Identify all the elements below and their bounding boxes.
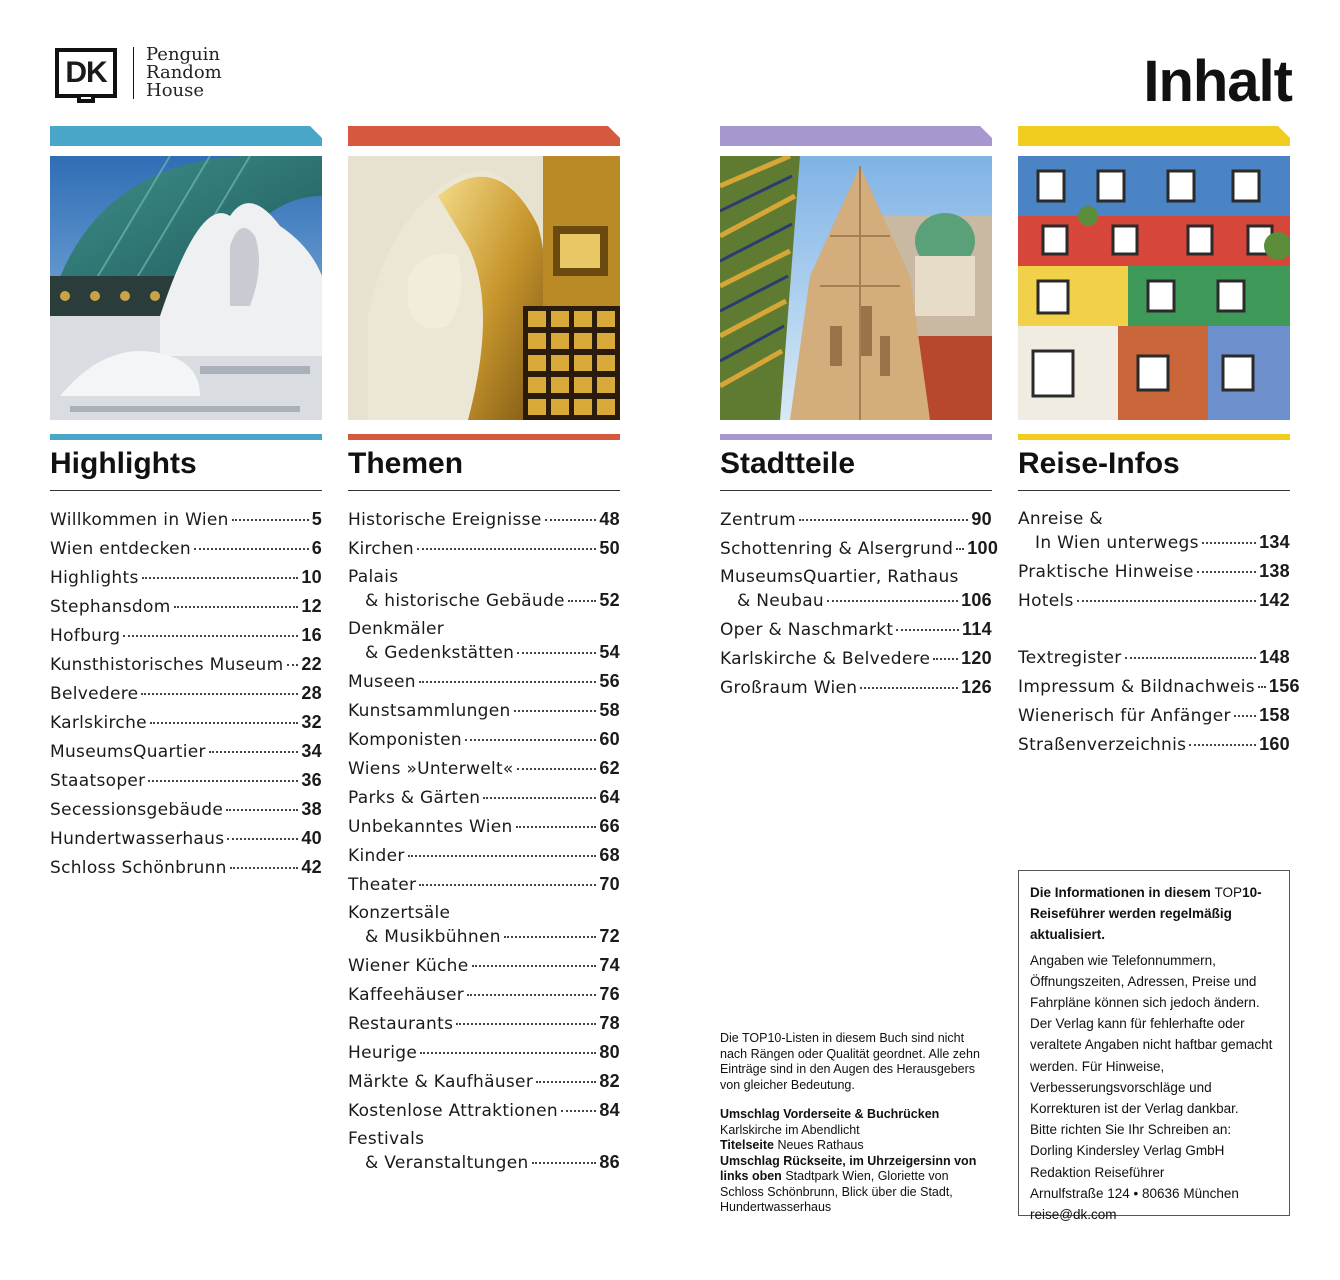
toc-page-number: 28 [301,683,322,703]
dot-leader [896,629,959,631]
toc-page-number: 52 [599,590,620,610]
toc-entry[interactable] [50,766,322,795]
toc-page-number: 86 [599,1152,620,1172]
dot-leader [227,838,298,840]
toc-page-number: 90 [971,509,992,529]
toc-entry-title: Praktische Hinweise [1018,562,1194,582]
toc-entry-title: Kinder [348,846,405,866]
toc-page-number: 80 [599,1042,620,1062]
toc-page-number: 78 [599,1013,620,1033]
info-email[interactable]: reise@dk.com [1030,1207,1117,1223]
dot-leader [483,797,596,799]
toc-entry[interactable] [348,841,620,870]
section-tab [1018,126,1290,146]
toc-entry[interactable] [348,563,620,615]
dot-leader [226,809,298,811]
toc-entry-title: Theater [348,875,417,895]
toc-list [50,505,322,882]
toc-entry[interactable] [348,667,620,696]
dot-leader [516,826,597,828]
toc-entry-title: Hotels [1018,591,1074,611]
toc-page-number: 84 [599,1100,620,1120]
toc-page-number: 62 [599,758,620,778]
toc-entry-title: MuseumsQuartier, Rathaus [720,567,959,587]
toc-entry-title: Highlights [50,568,139,588]
dot-leader [860,687,958,689]
dot-leader [419,884,596,886]
toc-page-number: 68 [599,845,620,865]
toc-entry[interactable] [1018,557,1290,586]
section-title: Themen [348,447,464,480]
toc-list [1018,505,1300,759]
cover-credit-text: Karlskirche im Abendlicht [720,1122,860,1137]
dot-leader [232,519,309,521]
toc-entry-title: Museen [348,672,416,692]
toc-page-number: 106 [961,590,992,610]
toc-entry[interactable] [348,812,620,841]
dot-leader [142,577,299,579]
toc-page-number: 54 [599,642,620,662]
toc-entry-title: Schottenring & Alsergrund [720,539,954,559]
dot-leader [148,780,298,782]
toc-entry[interactable] [720,644,992,673]
section-rule-color [720,434,992,440]
toc-entry[interactable] [50,592,322,621]
toc-entry[interactable] [50,679,322,708]
toc-page-number: 34 [301,741,322,761]
toc-entry[interactable] [50,621,322,650]
section-divider [50,490,322,491]
dot-leader [1189,744,1256,746]
toc-entry[interactable] [348,696,620,725]
section-title: Highlights [50,447,197,480]
section-themen [348,126,620,1177]
toc-page-number: 76 [599,984,620,1004]
section-divider [1018,490,1290,491]
toc-entry[interactable] [1018,672,1300,701]
toc-page-number: 32 [301,712,322,732]
dot-leader [1125,657,1257,659]
info-lead [1030,882,1279,946]
toc-entry[interactable] [348,754,620,783]
top10-number: 10 [1242,885,1258,900]
toc-entry-title: Karlskirche [50,713,147,733]
toc-entry[interactable] [1018,701,1290,730]
toc-page-number: 82 [599,1071,620,1091]
dot-leader [287,664,299,666]
cover-credit-text: Neues Rathaus [777,1138,864,1152]
toc-page-number: 58 [599,700,620,720]
hundertwasserhaus-photo [1018,156,1290,420]
toc-entry-title: Impressum & Bildnachweis [1018,677,1255,697]
toc-entry-title: Kaffeehäuser [348,985,465,1005]
toc-entry-title: Straßenverzeichnis [1018,735,1187,755]
toc-entry-title: Wiens »Unterwelt« [348,759,514,779]
toc-entry-title: Schloss Schönbrunn [50,858,227,878]
toc-page-number: 48 [599,509,620,529]
publisher-line: Penguin [146,44,221,65]
section-tab [720,126,992,146]
golden-relief-photo [348,156,620,420]
ranking-note: Die TOP10-Listen in diesem Buch sind nicht nach Rängen oder Qualität geordnet. Alle zehn Einträge sind in den Augen des Herausgebers von gleicher Bedeutung. [720,1031,980,1092]
info-address-line: Arnulfstraße 124 • 80636 München [1030,1185,1239,1201]
toc-entry-title: Secessionsgebäude [50,800,224,820]
toc-entry-subtitle: & Neubau [737,591,824,611]
dot-leader [568,600,597,602]
toc-page-number: 70 [599,874,620,894]
toc-page-number: 134 [1259,532,1290,552]
toc-entry-subtitle: & Musikbühnen [365,927,501,947]
cover-credit-label: Umschlag Vorderseite & Buchrücken [720,1107,940,1121]
dot-leader [1234,715,1256,717]
section-tab [348,126,620,146]
toc-page-number: 36 [301,770,322,790]
toc-page-number: 142 [1259,590,1290,610]
dot-leader [514,710,597,712]
dot-leader [799,519,968,521]
toc-page-number: 10 [301,567,322,587]
toc-page-number: 22 [301,654,322,674]
toc-entry-title: Kirchen [348,539,414,559]
toc-entry-title: Festivals [348,1129,425,1149]
toc-entry[interactable] [348,783,620,812]
toc-entry[interactable] [348,505,620,534]
dk-logo: DK [55,48,117,98]
toc-entry-title: Kunsthistorisches Museum [50,655,284,675]
dot-leader [956,548,964,550]
toc-entry[interactable] [50,534,322,563]
toc-page-number: 120 [961,648,992,668]
toc-entry[interactable] [348,534,620,563]
dot-leader [517,652,596,654]
toc-entry[interactable] [50,737,322,766]
dot-leader [933,658,958,660]
toc-entry-title: Hofburg [50,626,121,646]
toc-page-number: 148 [1259,647,1290,667]
toc-entry-title: Kostenlose Attraktionen [348,1101,558,1121]
toc-page-number: 12 [301,596,322,616]
toc-page-number: 16 [301,625,322,645]
section-stadtteile [720,126,999,702]
section-reise-infos [1018,126,1300,759]
dot-leader [472,965,597,967]
toc-entry[interactable] [348,1125,620,1177]
toc-entry[interactable] [1018,586,1290,615]
dot-leader [1202,542,1256,544]
dot-leader [417,548,596,550]
toc-page-number: 66 [599,816,620,836]
dot-leader [230,867,299,869]
toc-entry-title: Wiener Küche [348,956,469,976]
toc-entry[interactable] [348,951,620,980]
toc-page-number: 40 [301,828,322,848]
toc-entry[interactable] [348,615,620,667]
toc-page-number: 138 [1259,561,1290,581]
update-info-box [1018,870,1290,1223]
toc-entry-title: Belvedere [50,684,139,704]
publisher-logo [55,46,222,100]
toc-entry[interactable] [348,1096,620,1125]
toc-list [720,505,999,702]
dot-leader [123,635,298,637]
dot-leader [420,1052,596,1054]
hofburg-photo [50,156,322,420]
toc-page-number: 60 [599,729,620,749]
toc-entry[interactable] [1018,730,1290,759]
toc-entry-subtitle: & historische Gebäude [365,591,565,611]
toc-page-number: 100 [967,538,999,558]
dot-leader [504,936,597,938]
section-rule-color [1018,434,1290,440]
toc-page-number: 50 [599,538,620,558]
toc-page-number: 156 [1268,676,1300,696]
dot-leader [194,548,309,550]
toc-entry[interactable] [50,505,322,534]
toc-entry[interactable] [1018,505,1290,557]
cover-credit-text: Stadtpark Wien, Gloriette von Schloss Schönbrunn, Blick über die Stadt, Hundertwasserhaus [720,1169,953,1214]
toc-entry-title: Karlskirche & Belvedere [720,649,931,669]
dot-leader [532,1162,597,1164]
cover-credit-label: Titelseite [720,1138,774,1152]
toc-entry-title: Hundertwasserhaus [50,829,225,849]
cover-credits [720,1107,982,1216]
penguin-random-house-wordmark [146,46,222,100]
toc-entry-title: Staatsoper [50,771,146,791]
info-contact-intro: Bitte richten Sie Ihr Schreiben an: [1030,1122,1232,1138]
toc-entry-title: Großraum Wien [720,678,858,698]
toc-entry[interactable] [348,899,620,951]
toc-entry[interactable] [50,795,322,824]
toc-entry-title: Wien entdecken [50,539,191,559]
dot-leader [465,739,596,741]
dot-leader [467,994,596,996]
info-body: Angaben wie Telefonnummern, Öffnungszeiten, Adressen, Preise und Fahrpläne können sich jedoch ändern. Der Verlag kann für fehlerhafte oder veraltete Angaben nicht haftbar gemacht werden. Für Hinweise, Verbesserungsvorschläge und Korrekturen ist der Verlag dankbar. [1030,952,1273,1117]
dot-leader [1258,686,1266,688]
toc-page-number: 126 [961,677,992,697]
toc-page-number: 42 [301,857,322,877]
toc-entry-title: Palais [348,567,399,587]
cover-credit-label: Umschlag Rückseite, im Uhrzeigersinn von links oben [720,1153,977,1183]
toc-entry[interactable] [50,650,322,679]
dot-leader [1197,571,1256,573]
info-address-line: Dorling Kindersley Verlag GmbH [1030,1143,1225,1159]
toc-page-number: 5 [311,509,322,529]
dot-leader [150,722,298,724]
toc-entry-title: Textregister [1018,648,1122,668]
toc-entry-title: Historische Ereignisse [348,510,542,530]
toc-page-number: 158 [1259,705,1290,725]
toc-entry-title: Unbekanntes Wien [348,817,513,837]
section-tab [50,126,322,146]
section-divider [348,490,620,491]
toc-page-number: 160 [1259,734,1290,754]
toc-page-number: 114 [962,619,992,639]
toc-entry-title: Heurige [348,1043,418,1063]
info-lead-text: -Reiseführer werden regelmäßig aktualisiert. [1030,885,1262,943]
dot-leader [408,855,597,857]
section-title: Stadtteile [720,447,856,480]
toc-entry-title: Stephansdom [50,597,171,617]
toc-entry-title: Anreise & [1018,509,1103,529]
toc-page-number: 38 [301,799,322,819]
publisher-line: House [146,80,205,101]
toc-entry-title: Denkmäler [348,619,445,639]
dot-leader [561,1110,596,1112]
dot-leader [517,768,597,770]
dot-leader [209,751,299,753]
toc-entry-title: Parks & Gärten [348,788,481,808]
toc-list [348,505,620,1177]
toc-entry[interactable] [720,534,999,563]
dot-leader [456,1023,596,1025]
toc-entry-title: Konzertsäle [348,903,451,923]
toc-page-number: 64 [599,787,620,807]
toc-page-number: 72 [599,926,620,946]
dot-leader [536,1081,596,1083]
toc-page-number: 74 [599,955,620,975]
top10-brand: TOP [1214,885,1243,900]
toc-entry-title: Oper & Naschmarkt [720,620,894,640]
logo-divider [133,47,134,99]
toc-entry[interactable] [720,505,992,534]
toc-entry[interactable] [720,615,992,644]
toc-page-number: 56 [599,671,620,691]
dot-leader [545,519,597,521]
toc-spacer [1018,615,1290,643]
toc-entry-title: Komponisten [348,730,463,750]
toc-entry[interactable] [720,563,992,615]
toc-entry[interactable] [50,853,322,882]
toc-entry[interactable] [348,980,620,1009]
stephansdom-roof-photo [720,156,992,420]
toc-entry[interactable] [348,1038,620,1067]
toc-entry-title: Märkte & Kaufhäuser [348,1072,534,1092]
toc-entry[interactable] [1018,643,1290,672]
toc-entry-title: Restaurants [348,1014,454,1034]
toc-entry-title: Wienerisch für Anfänger [1018,706,1231,726]
toc-entry[interactable] [720,673,992,702]
section-highlights [50,126,322,882]
toc-page-number: 6 [311,538,322,558]
section-rule-color [50,434,322,440]
section-title: Reise-Infos [1018,447,1180,480]
dot-leader [141,693,298,695]
toc-entry-title: Willkommen in Wien [50,510,229,530]
publisher-line: Random [146,62,222,83]
dot-leader [174,606,299,608]
dot-leader [419,681,597,683]
toc-entry-title: Zentrum [720,510,796,530]
section-rule-color [348,434,620,440]
toc-entry-title: Kunstsammlungen [348,701,511,721]
info-lead-text: Die Informationen in diesem [1030,885,1211,900]
toc-entry[interactable] [50,824,322,853]
section-divider [720,490,992,491]
toc-entry[interactable] [348,725,620,754]
list-and-cover-note [720,1031,982,1230]
dot-leader [827,600,958,602]
toc-entry[interactable] [348,1009,620,1038]
toc-entry[interactable] [50,708,322,737]
toc-entry[interactable] [348,870,620,899]
toc-entry[interactable] [348,1067,620,1096]
toc-entry[interactable] [50,563,322,592]
dot-leader [1077,600,1256,602]
info-address-line: Redaktion Reiseführer [1030,1164,1165,1180]
toc-entry-title: MuseumsQuartier [50,742,206,762]
page-title: Inhalt [1143,49,1292,114]
toc-entry-subtitle: & Veranstaltungen [365,1153,529,1173]
toc-entry-subtitle: In Wien unterwegs [1035,533,1199,553]
toc-entry-subtitle: & Gedenkstätten [365,643,515,663]
